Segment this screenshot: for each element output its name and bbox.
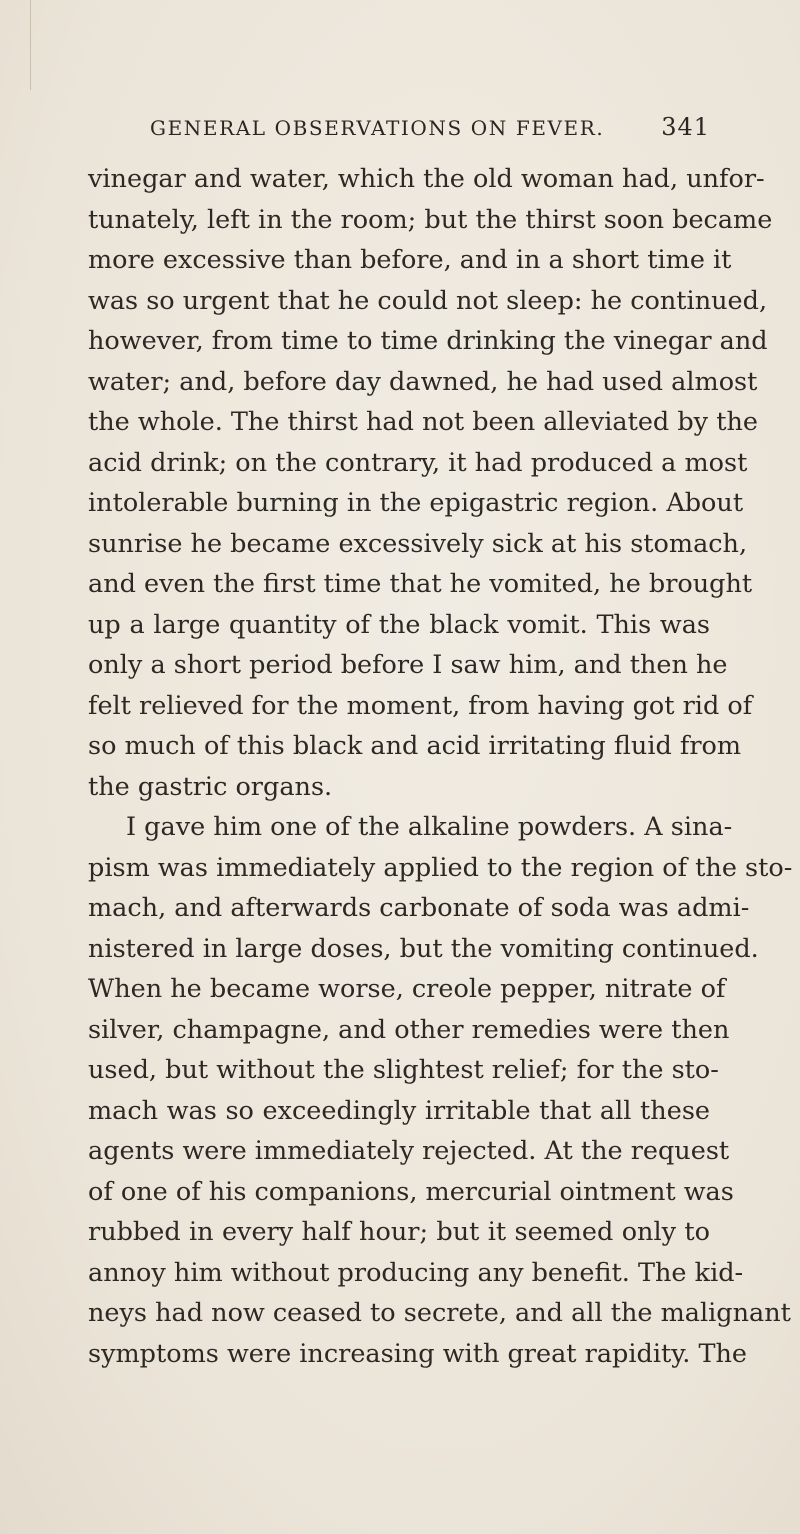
text-line: acid drink; on the contrary, it had produced a most [88, 447, 748, 478]
text-line: more excessive than before, and in a short time it [88, 245, 732, 275]
text-line: rubbed in every half hour; but it seemed only to [88, 1217, 710, 1247]
text-line: nistered in large doses, but the vomiting continued. [88, 933, 759, 964]
text-line: and even the first time that he vomited, he brought [88, 569, 753, 599]
text-line: annoy him without producing any benefit. The kid- [88, 1257, 744, 1288]
text-line: water; and, before day dawned, he had used almost [88, 366, 758, 397]
text-line: was so urgent that he could not sleep: he continued, [88, 285, 768, 316]
text-line: silver, champagne, and other remedies were then [88, 1014, 730, 1045]
running-head [150, 113, 710, 141]
text-line: only a short period before I saw him, and then he [88, 650, 728, 680]
running-title: GENERAL OBSERVATIONS ON FEVER. [150, 116, 605, 140]
page-number: 341 [661, 113, 710, 141]
text-line: I gave him one of the alkaline powders. A sina- [126, 812, 733, 842]
text-line: tunately, left in the room; but the thirst soon became [88, 204, 773, 235]
text-line: the whole. The thirst had not been alleviated by the [88, 407, 758, 437]
page-edge-mark [30, 0, 31, 90]
paragraph-2 [88, 807, 793, 1374]
text-line: however, from time to time drinking the vinegar and [88, 326, 768, 356]
text-line: agents were immediately rejected. At the request [88, 1136, 730, 1166]
text-line: pism was immediately applied to the region of the sto- [88, 852, 793, 883]
text-line: symptoms were increasing with great rapidity. The [88, 1338, 747, 1369]
text-line: of one of his companions, mercurial ointment was [88, 1176, 734, 1207]
text-line: When he became worse, creole pepper, nitrate of [88, 974, 726, 1004]
text-line: neys had now ceased to secrete, and all the malignant [88, 1298, 791, 1328]
text-line: mach, and afterwards carbonate of soda was admi- [88, 893, 750, 923]
text-line: sunrise he became excessively sick at his stomach, [88, 528, 748, 559]
text-line: so much of this black and acid irritating fluid from [88, 731, 742, 761]
text-line: mach was so exceedingly irritable that all these [88, 1095, 710, 1126]
body-text [88, 159, 793, 1374]
text-line: the gastric organs. [88, 771, 333, 802]
text-line: felt relieved for the moment, from having got rid of [88, 690, 753, 721]
paragraph-1 [88, 159, 773, 807]
text-line: used, but without the slightest relief; for the sto- [88, 1055, 719, 1085]
text-line: vinegar and water, which the old woman had, unfor- [88, 164, 765, 194]
text-line: up a large quantity of the black vomit. This was [88, 609, 710, 640]
text-line: intolerable burning in the epigastric region. About [88, 488, 744, 518]
